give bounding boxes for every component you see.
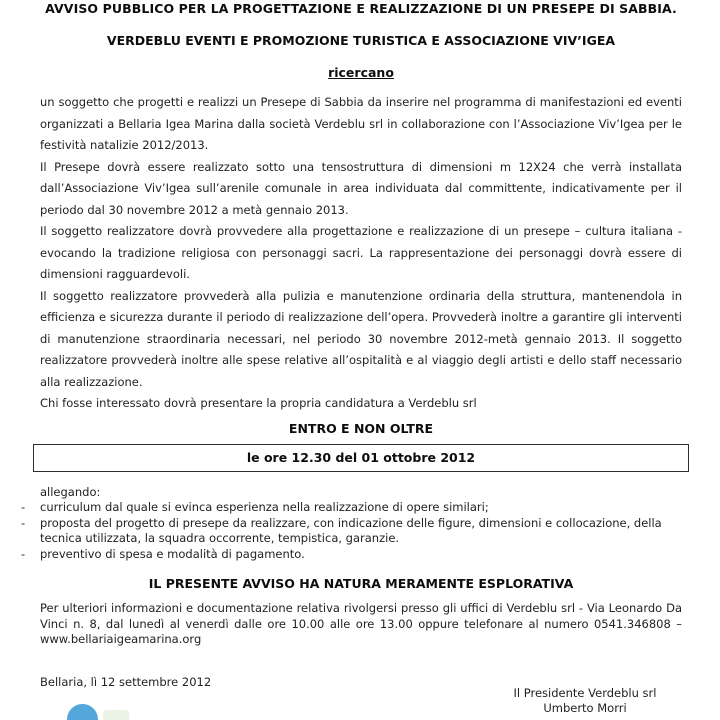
paragraph-candidacy: Chi fosse interessato dovrà presentare la propria candidatura a Verdeblu srl	[40, 396, 477, 410]
signature-name: Umberto Morri	[543, 701, 627, 715]
signature-block	[470, 686, 700, 717]
paragraph-maintenance: Il soggetto realizzatore provvederà alla pulizia e manutenzione ordinaria della struttura, mantenendola in efficienza e sicurezza durante il periodo di realizzazione dell’opera. Provvederà inoltre a garantire gli interventi di manutenzione straordinaria necessari, nel periodo 30 novembre 2012-metà gennaio 2013. Il soggetto realizzatore provvederà inoltre alle spese relative all’ospitalità e al viaggio degli artisti e dello staff necessario alla realizzazione.	[40, 288, 682, 389]
signature-role: Il Presidente Verdeblu srl	[513, 685, 657, 700]
document-page	[0, 1, 720, 720]
deadline-box: le ore 12.30 del 01 ottobre 2012	[33, 444, 689, 472]
attachments-label: allegando:	[40, 484, 101, 499]
logo-blue-circle-icon	[67, 704, 98, 720]
document-subtitle-ricercano: ricercano	[328, 65, 394, 80]
document-content	[0, 1, 720, 717]
contact-info-paragraph: Per ulteriori informazioni e documentazione relativa rivolgersi presso gli uffici di Verdeblu srl - Via Leonardo Da Vinci n. 8, dal lunedì al venerdì dalle ore 10.00 alle ore 13.00 oppure telefonare al numero 0541.346808 – www.bellariaigeamarina.org	[40, 601, 682, 646]
attachments-section	[21, 484, 682, 563]
list-item	[21, 546, 682, 563]
paragraph-structure: Il Presepe dovrà essere realizzato sotto una tensostruttura di dimensioni m 12X24 che verrà installata dall’Associazione Viv’Igea sull’arenile comunale in area individuata dal committente, indicativamente per il periodo dal 30 novembre 2012 a metà gennaio 2013.	[40, 159, 682, 217]
deadline-heading: ENTRO E NON OLTRE	[288, 420, 434, 436]
dateline: Bellaria, lì 12 settembre 2012	[40, 674, 212, 689]
document-body	[40, 92, 682, 415]
document-title: AVVISO PUBBLICO PER LA PROGETTAZIONE E REALIZZAZIONE DI UN PRESEPE DI SABBIA.	[45, 1, 677, 16]
logo-green-shape-icon	[103, 710, 129, 720]
dash-marker: -	[21, 500, 26, 514]
exploratory-notice-heading: IL PRESENTE AVVISO HA NATURA MERAMENTE ESPLORATIVA	[148, 576, 574, 591]
dash-marker: -	[21, 546, 26, 561]
verdeblu-logo	[67, 704, 137, 720]
attachment-proposta: proposta del progetto di presepe da realizzare, con indicazione delle figure, dimensioni e collocazione, della tecnica utilizzata, la squadra occorrente, tempistica, garanzie.	[40, 515, 662, 545]
paragraph-design: Il soggetto realizzatore dovrà provvedere alla progettazione e realizzazione di un presepe – cultura italiana - evocando la tradizione religiosa con personaggi sacri. La rappresentazione dei personaggi dovrà essere di dimensioni ragguardevoli.	[40, 224, 682, 281]
list-item	[21, 515, 682, 547]
document-organizers: VERDEBLU EVENTI E PROMOZIONE TURISTICA E ASSOCIAZIONE VIV’IGEA	[106, 33, 616, 48]
attachment-preventivo: preventivo di spesa e modalità di pagamento.	[40, 546, 305, 561]
list-item	[21, 500, 682, 516]
dash-marker: -	[21, 515, 26, 530]
attachment-curriculum: curriculum dal quale si evinca esperienza nella realizzazione di opere similari;	[40, 500, 489, 514]
paragraph-subject: un soggetto che progetti e realizzi un Presepe di Sabbia da inserire nel programma di manifestazioni ed eventi organizzati a Bellaria Igea Marina dalla società Verdeblu srl in collaborazione con l’Associazione Viv’Igea per le festività natalizie 2012/2013.	[40, 95, 682, 152]
